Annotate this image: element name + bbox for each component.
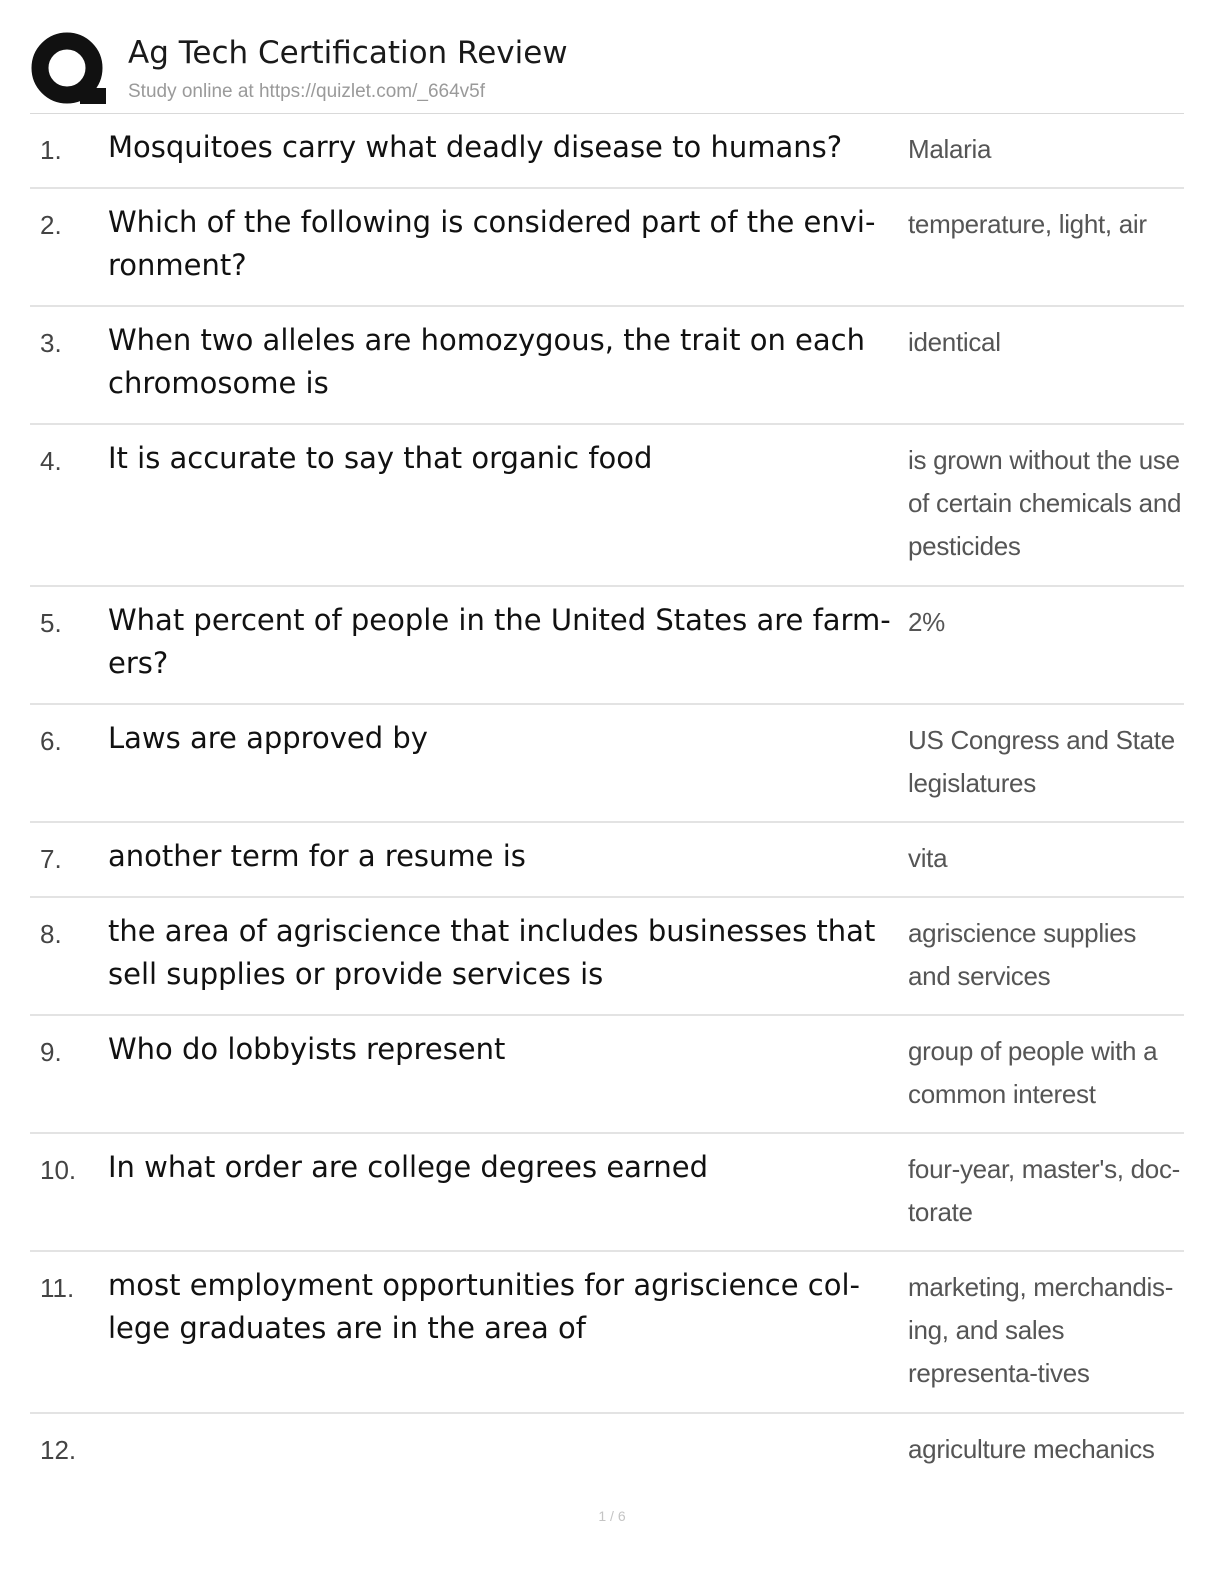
flashcard-row xyxy=(30,307,1184,425)
study-online-link[interactable]: Study online at https://quizlet.com/_664v5f xyxy=(128,81,485,102)
card-number: 8. xyxy=(40,919,62,949)
card-definition: four-year, master's, doc-torate xyxy=(908,1154,1181,1227)
card-definition: Malaria xyxy=(908,134,992,164)
card-definition: is grown without the use of certain chemicals and pesticides xyxy=(908,445,1182,561)
card-definition: agriscience supplies and services xyxy=(908,918,1137,991)
card-definition: agriculture mechanics xyxy=(908,1434,1155,1464)
flashcard-row xyxy=(30,425,1184,587)
card-number: 7. xyxy=(40,844,62,874)
card-term: most employment opportunities for agriscience col-lege graduates are in the area of xyxy=(108,1268,861,1345)
card-number: 5. xyxy=(40,608,62,638)
flashcard-row xyxy=(30,114,1184,189)
card-number: 1. xyxy=(40,135,62,165)
flashcard-row xyxy=(30,1016,1184,1134)
card-term: When two alleles are homozygous, the trait on each chromosome is xyxy=(108,323,865,400)
card-definition: 2% xyxy=(908,607,945,637)
card-number: 2. xyxy=(40,210,62,240)
card-term: In what order are college degrees earned xyxy=(108,1150,708,1184)
card-definition: group of people with a common interest xyxy=(908,1036,1158,1109)
flashcard-row xyxy=(30,1252,1184,1414)
card-number: 11. xyxy=(40,1273,75,1303)
card-number: 6. xyxy=(40,726,62,756)
card-number: 10. xyxy=(40,1155,77,1185)
flashcard-row xyxy=(30,1134,1184,1252)
card-definition: vita xyxy=(908,843,948,873)
card-definition: marketing, merchandis-ing, and sales representa-tives xyxy=(908,1272,1174,1388)
card-term: Who do lobbyists represent xyxy=(108,1032,506,1066)
page-number: 1 / 6 xyxy=(598,1508,626,1524)
card-term: the area of agriscience that includes businesses that sell supplies or provide services is xyxy=(108,914,876,991)
card-term: What percent of people in the United States are farm-ers? xyxy=(108,603,891,680)
flashcard-row xyxy=(30,898,1184,1016)
flashcard-row xyxy=(30,705,1184,823)
card-term: Mosquitoes carry what deadly disease to humans? xyxy=(108,130,843,164)
card-definition: temperature, light, air xyxy=(908,209,1147,239)
flashcard-list xyxy=(30,114,1184,1494)
quizlet-logo-icon xyxy=(30,30,110,110)
flashcard-row xyxy=(30,823,1184,898)
flashcard-row xyxy=(30,189,1184,307)
document-title: Ag Tech Certification Review xyxy=(128,35,568,71)
card-term: Laws are approved by xyxy=(108,721,428,755)
card-term: Which of the following is considered part of the envi-ronment? xyxy=(108,205,876,282)
card-definition: US Congress and State legislatures xyxy=(908,725,1175,798)
card-number: 4. xyxy=(40,446,62,476)
document-header xyxy=(30,28,1184,114)
card-term: another term for a resume is xyxy=(108,839,526,873)
card-number: 9. xyxy=(40,1037,62,1067)
flashcard-row xyxy=(30,587,1184,705)
card-definition: identical xyxy=(908,327,1001,357)
card-number: 3. xyxy=(40,328,62,358)
card-number: 12. xyxy=(40,1435,77,1465)
flashcard-row xyxy=(30,1414,1184,1494)
card-term: It is accurate to say that organic food xyxy=(108,441,653,475)
